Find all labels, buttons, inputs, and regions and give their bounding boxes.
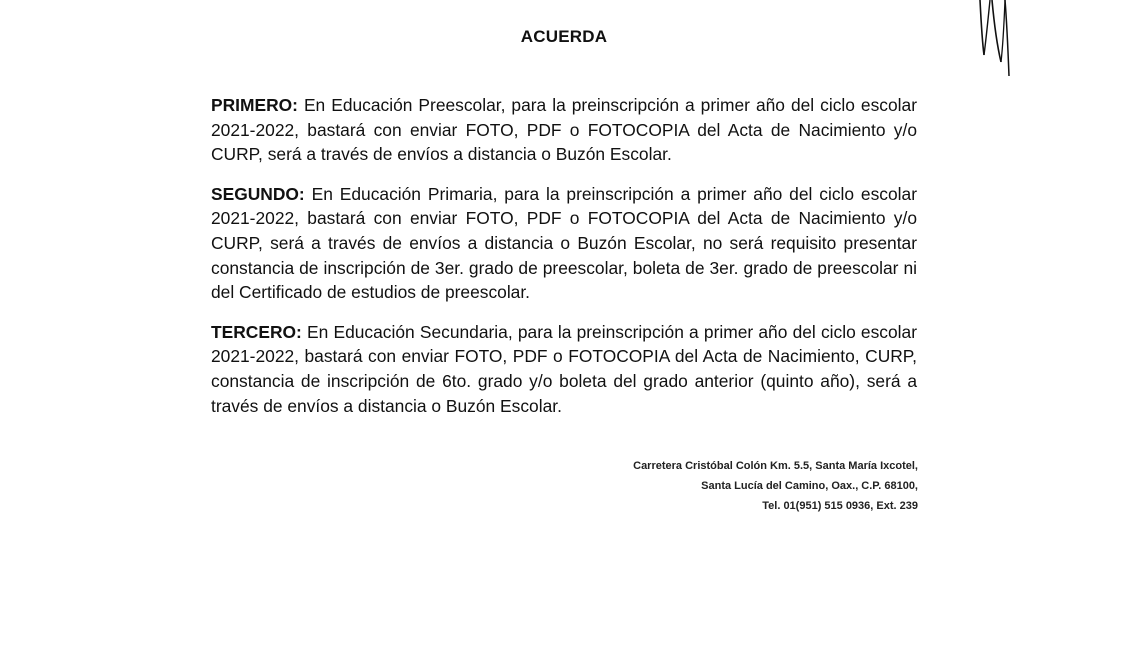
paragraph-primero — [211, 93, 917, 167]
paragraph-lead: PRIMERO: — [211, 95, 298, 115]
document-body — [211, 93, 917, 433]
phone-line: Tel. 01(951) 515 0936, Ext. 239 — [762, 500, 918, 512]
paragraph-tercero — [211, 320, 917, 418]
paragraph-lead: TERCERO: — [211, 321, 302, 342]
paragraph-text: En Educación Primaria, para la preinscripción a primer año del ciclo escolar 2021-2022, bastará con enviar FOTO, PDF o FOTOCOPIA del Acta de Nacimiento y/o CURP, será a través de envíos a distancia o Buzón Escolar, no será requisito presentar constancia de inscripción de 3er. grado de preescolar, boleta de 3er. grado de preescolar ni del Certificado de estudios de preescolar. — [211, 183, 917, 303]
paragraph-segundo — [211, 182, 917, 305]
paragraph-text: En Educación Secundaria, para la preinscripción a primer año del ciclo escolar 2021-2022, bastará con enviar FOTO, PDF o FOTOCOPIA del Acta de Nacimiento, CURP, constancia de inscripción de 6to. grado y/o boleta del grado anterior (quinto año), será a través de envíos a distancia o Buzón Escolar. — [211, 321, 917, 416]
paragraph-text: En Educación Preescolar, para la preinscripción a primer año del ciclo escolar 2021-2022, bastará con enviar FOTO, PDF o FOTOCOPIA del Acta de Nacimiento y/o CURP, será a través de envíos a distancia o Buzón Escolar. — [211, 95, 917, 165]
signature-mark — [970, 0, 1030, 80]
address-footer — [633, 456, 918, 516]
address-line: Santa Lucía del Camino, Oax., C.P. 68100, — [701, 480, 918, 492]
address-line: Carretera Cristóbal Colón Km. 5.5, Santa María Ixcotel, — [633, 460, 918, 472]
document-heading: ACUERDA — [520, 27, 608, 46]
paragraph-lead: SEGUNDO: — [211, 183, 305, 204]
